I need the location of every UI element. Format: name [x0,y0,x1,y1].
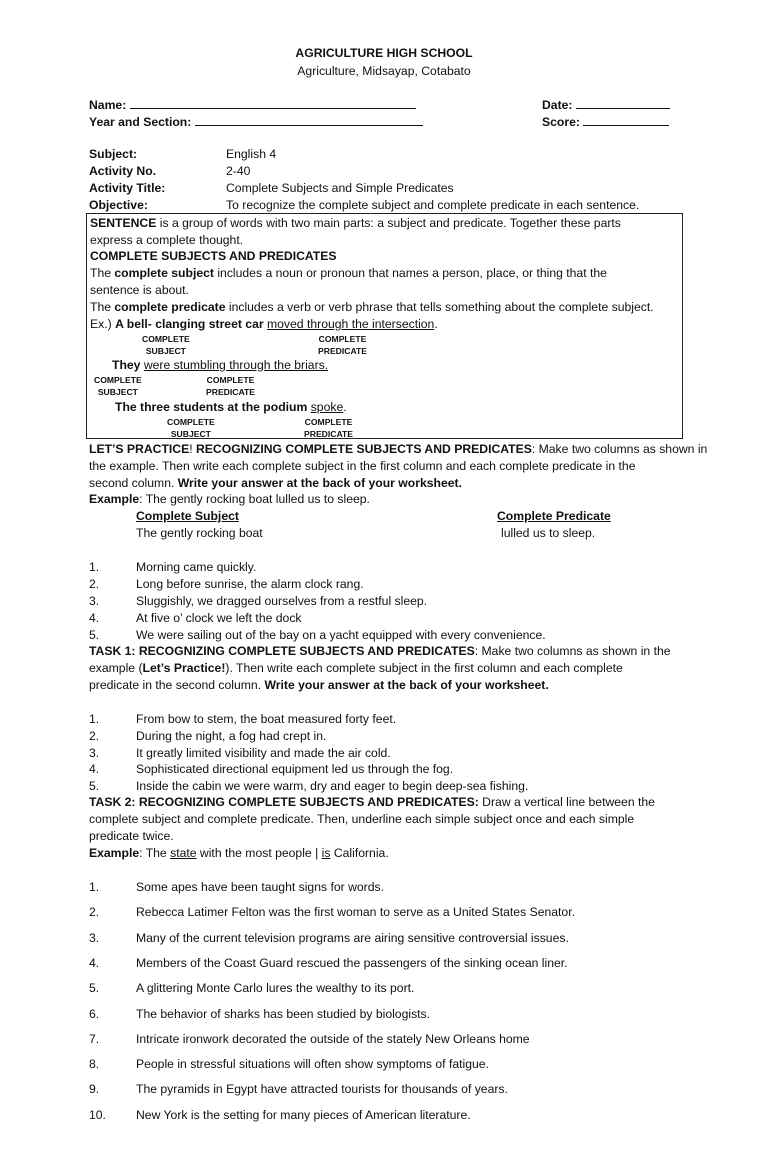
practice-instructions-line1: LET’S PRACTICE! RECOGNIZING COMPLETE SUBJECTS AND PREDICATES: Make two columns as shown in [89,442,708,456]
practice-item-number: 5. [89,628,100,642]
name-blank[interactable] [130,97,416,109]
task2-item-text: New York is the setting for many pieces of American literature. [136,1107,471,1122]
task2-item-text: The pyramids in Egypt have attracted tourists for thousands of years. [136,1082,508,1097]
task1-item-number: 1. [89,712,100,726]
activity-title-label: Activity Title: [89,181,166,195]
lesson-example-1: Ex.) A bell- clanging street car moved through the intersection. [90,317,438,331]
example1-subject-label: COMPLETE SUBJECT [142,334,190,356]
lesson-example-3: The three students at the podium spoke. [115,400,347,414]
activity-title-value: Complete Subjects and Simple Predicates [226,181,454,195]
date-field[interactable]: Date: [542,97,670,112]
practice-item-text: Long before sunrise, the alarm clock rang. [136,577,364,591]
task2-item-text: People in stressful situations will often show symptoms of fatigue. [136,1057,489,1072]
date-blank[interactable] [576,97,670,109]
subject-value: English 4 [226,147,277,161]
task2-item-text: A glittering Monte Carlo lures the wealthy to its port. [136,981,415,996]
example3-predicate-label: COMPLETE PREDICATE [304,417,354,439]
objective-label: Objective: [89,198,148,212]
task2-instructions-line1: TASK 2: RECOGNIZING COMPLETE SUBJECTS AND PREDICATES: Draw a vertical line between the [89,795,655,809]
practice-instructions-line2: the example. Then write each complete subject in the first column and each complete predicate in the [89,459,636,473]
task1-item-text: From bow to stem, the boat measured forty feet. [136,712,397,726]
task2-item-number: 2. [89,905,100,920]
complete-subject-definition-line2: sentence is about. [90,283,189,297]
task2-item-number: 9. [89,1082,100,1097]
task2-item-number: 6. [89,1006,100,1021]
practice-item-text: Morning came quickly. [136,560,257,574]
task1-item-number: 2. [89,728,100,743]
task1-item-number: 5. [89,779,100,794]
lesson-example-2: They were stumbling through the briars. [112,358,329,372]
task2-item-text: Many of the current television programs are airing sensitive controversial issues. [136,930,569,945]
task1-instructions-line3: predicate in the second column. Write your answer at the back of your worksheet. [89,678,549,692]
example2-subject-label: COMPLETE SUBJECT [94,375,142,397]
activity-no-label: Activity No. [89,164,157,178]
name-field[interactable]: Name: [89,97,416,112]
example-predicate-cell: lulled us to sleep. [501,526,596,540]
example3-subject-label: COMPLETE SUBJECT [167,417,215,439]
score-field[interactable]: Score: [542,114,669,129]
practice-item-number: 4. [89,611,100,625]
practice-item-number: 3. [89,594,100,608]
task1-item-text: During the night, a fog had crept in. [136,728,327,743]
practice-item-number: 2. [89,577,100,591]
task2-example: Example: The state with the most people | is California. [89,846,389,860]
school-name: AGRICULTURE HIGH SCHOOL [295,46,473,60]
lesson-heading: COMPLETE SUBJECTS AND PREDICATES [90,249,337,263]
practice-item-text: At five o’ clock we left the dock [136,611,302,625]
example-subject-cell: The gently rocking boat [136,526,263,540]
objective-value: To recognize the complete subject and complete predicate in each sentence. [226,198,640,212]
practice-item-text: Sluggishly, we dragged ourselves from a restful sleep. [136,594,428,608]
task2-item-text: The behavior of sharks has been studied by biologists. [136,1006,431,1021]
task2-item-text: Rebecca Latimer Felton was the first woman to serve as a United States Senator. [136,905,575,920]
task1-instructions-line1: TASK 1: RECOGNIZING COMPLETE SUBJECTS AND PREDICATES: Make two columns as shown in the [89,644,671,658]
task1-item-number: 4. [89,762,100,777]
task1-item-text: It greatly limited visibility and made the air cold. [136,745,391,760]
task1-item-text: Inside the cabin we were warm, dry and eager to begin deep-sea fishing. [136,779,529,794]
task2-item-text: Members of the Coast Guard rescued the passengers of the sinking ocean liner. [136,955,568,970]
practice-item-number: 1. [89,560,100,574]
task2-item-number: 10. [89,1107,106,1122]
practice-item-text: We were sailing out of the bay on a yacht equipped with every convenience. [136,628,546,642]
school-address: Agriculture, Midsayap, Cotabato [297,64,471,78]
task2-instructions-line3: predicate twice. [89,829,174,843]
sentence-definition-line2: express a complete thought. [90,233,244,247]
score-blank[interactable] [583,114,669,126]
example1-predicate-label: COMPLETE PREDICATE [318,334,368,356]
activity-no-value: 2-40 [226,164,251,178]
task1-instructions-line2: example (Let’s Practice!). Then write each complete subject in the first column and each complete [89,661,623,675]
task2-item-number: 1. [89,880,100,894]
task2-item-number: 3. [89,930,100,945]
task1-item-text: Sophisticated directional equipment led us through the fog. [136,762,454,777]
task1-item-number: 3. [89,745,100,760]
year-section-blank[interactable] [195,114,423,126]
example2-predicate-label: COMPLETE PREDICATE [206,375,256,397]
subject-label: Subject: [89,147,138,161]
year-section-field[interactable]: Year and Section: [89,114,423,129]
task2-item-number: 7. [89,1031,100,1046]
practice-example: Example: The gently rocking boat lulled us to sleep. [89,492,370,506]
task2-item-text: Intricate ironwork decorated the outside of the stately New Orleans home [136,1031,530,1046]
task2-item-number: 8. [89,1057,100,1072]
task2-item-number: 4. [89,955,100,970]
task2-item-text: Some apes have been taught signs for words. [136,880,384,894]
complete-subject-definition-line1: The complete subject includes a noun or pronoun that names a person, place, or thing that the [90,266,607,280]
sentence-definition-line1: SENTENCE is a group of words with two main parts: a subject and predicate. Together these parts [90,216,621,230]
practice-instructions-line3: second column. Write your answer at the back of your worksheet. [89,476,462,490]
column-header-predicate: Complete Predicate [497,509,611,523]
task2-instructions-line2: complete subject and complete predicate. Then, underline each simple subject once and each simple [89,812,635,826]
complete-predicate-definition: The complete predicate includes a verb or verb phrase that tells something about the complete subject. [90,300,654,314]
task2-item-number: 5. [89,981,100,996]
column-header-subject: Complete Subject [136,509,239,523]
